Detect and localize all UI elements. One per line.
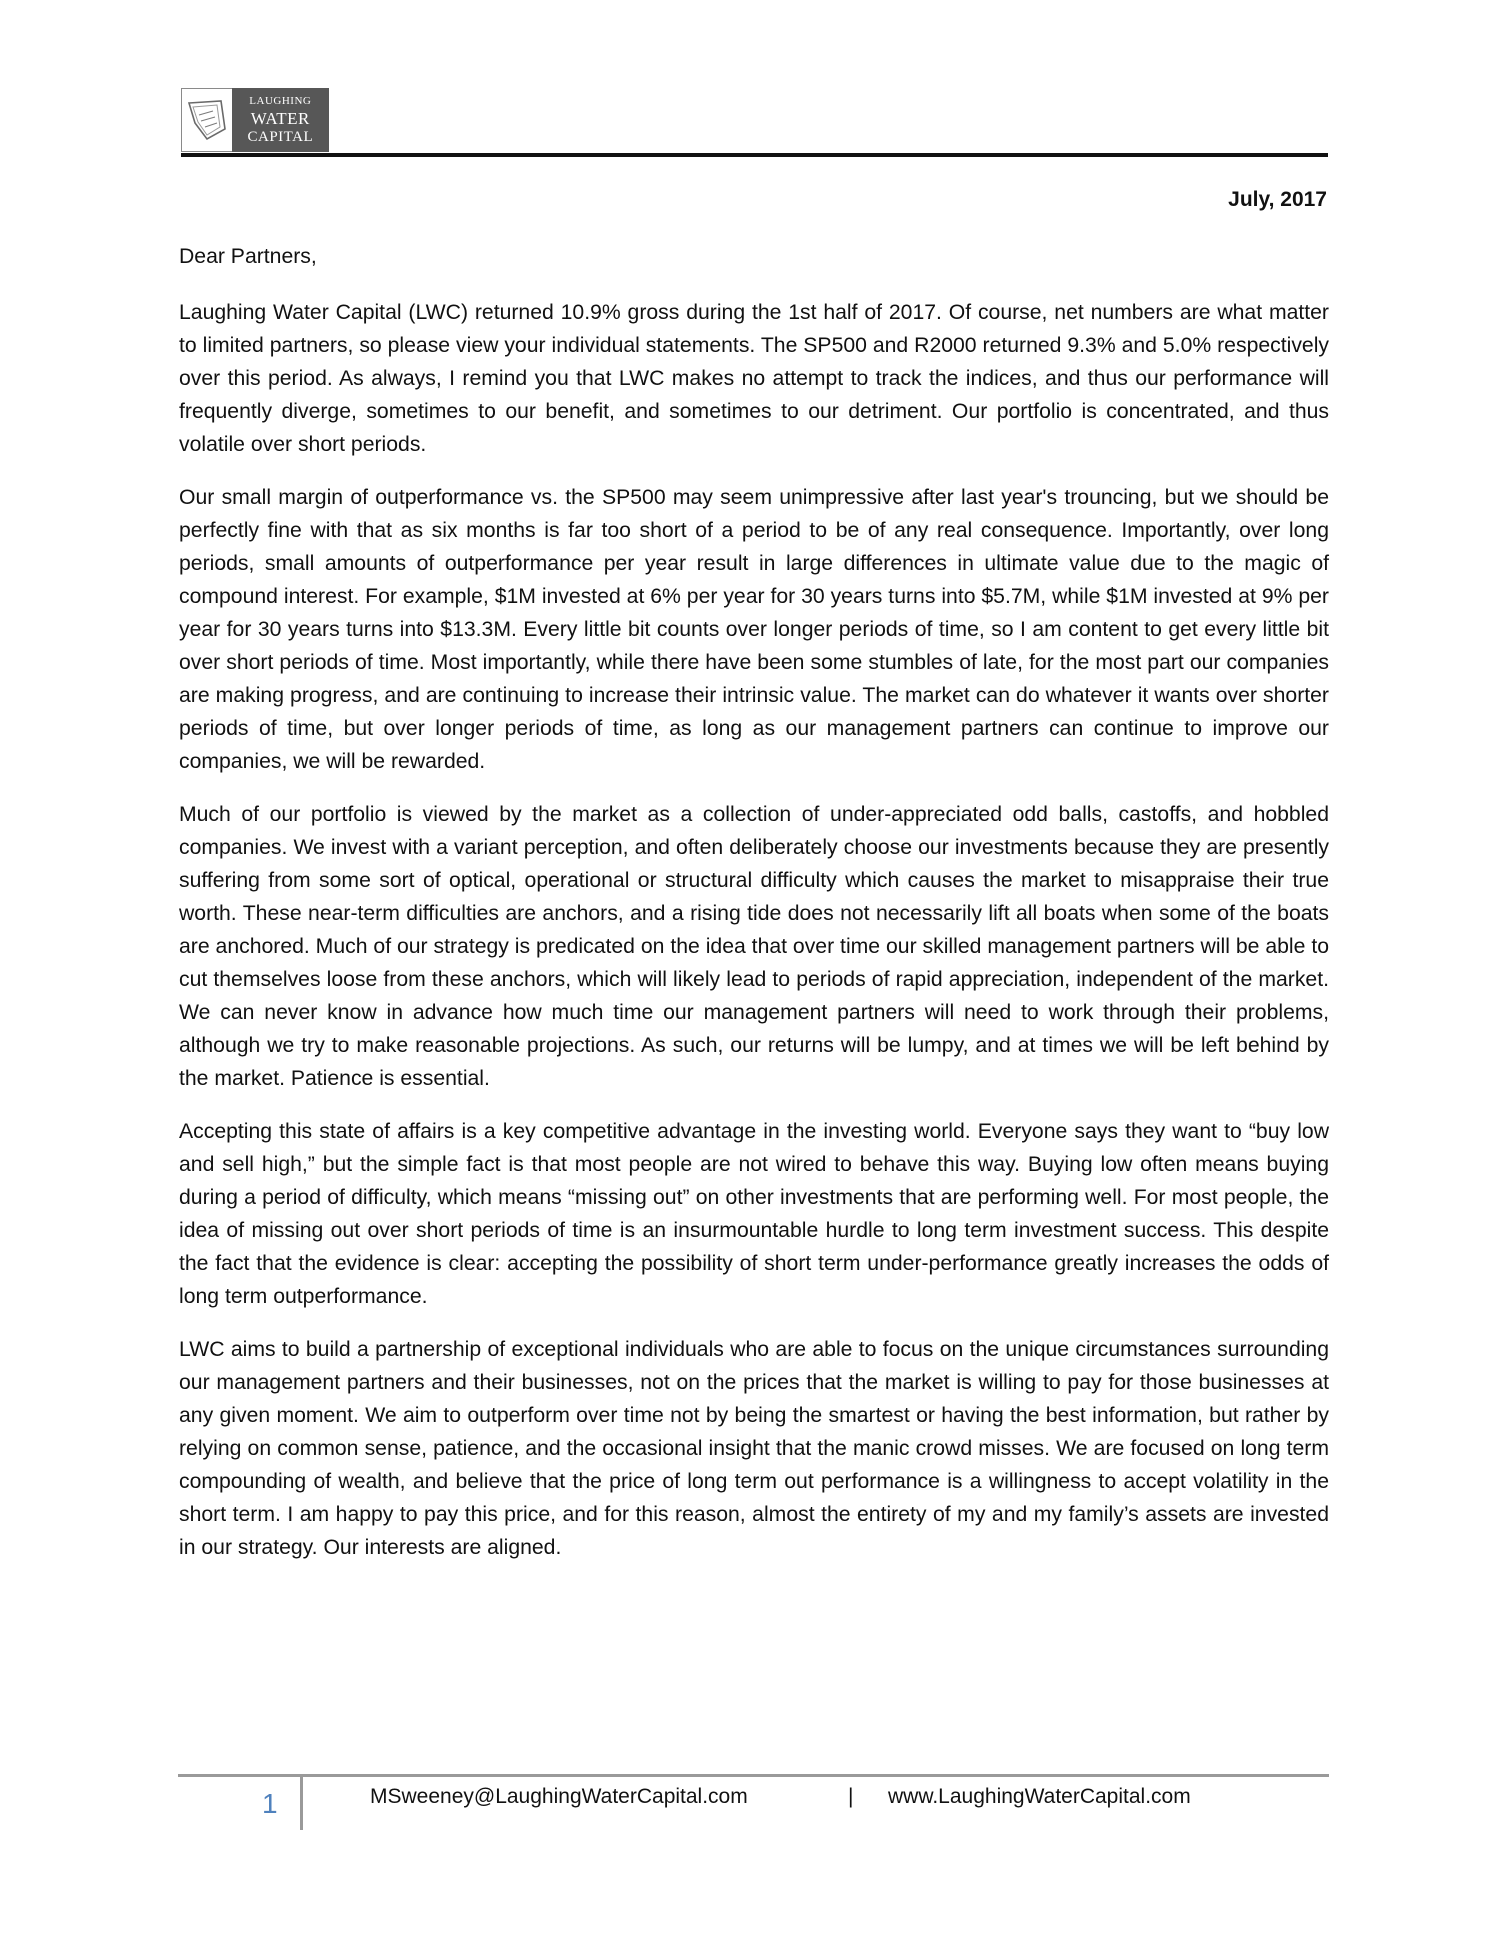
logo-wordmark [232,88,329,152]
paragraph-returns: Laughing Water Capital (LWC) returned 10.9% gross during the 1st half of 2017. Of course, net numbers are what matter to limited partners, so please view your individual statements. The SP500 and R2000 returned 9.3% and 5.0% respectively over this period. As always, I remind you that LWC makes no attempt to track the indices, and thus our performance will frequently diverge, sometimes to our benefit, and sometimes to our detriment. Our portfolio is concentrated, and thus volatile over short periods. [179,301,1329,456]
footer-rule [178,1774,1329,1777]
salutation: Dear Partners, [179,245,317,268]
letter-body [179,240,1329,1584]
paragraph-advantage: Accepting this state of affairs is a key competitive advantage in the investing world. Everyone says they want to “buy low and sell high,” but the simple fact is that most people are not wired to behave this way. Buying low often means buying during a period of difficulty, which means “missing out” on other investments that are performing well. For most people, the idea of missing out over short periods of time is an insurmountable hurdle to long term investment success. This despite the fact that the evidence is clear: accepting the possibility of short term under-performance greatly increases the odds of long term outperformance. [179,1120,1329,1308]
paragraph-portfolio: Much of our portfolio is viewed by the market as a collection of under-appreciated odd balls, castoffs, and hobbled companies. We invest with a variant perception, and often deliberately choose our investments because they are presently suffering from some sort of optical, operational or structural difficulty which causes the market to misappraise their true worth. These near-term difficulties are anchors, and a rising tide does not necessarily lift all boats when some of the boats are anchored. Much of our strategy is predicated on the idea that over time our skilled management partners will be able to cut themselves loose from these anchors, which will likely lead to periods of rapid appreciation, independent of the market. We can never know in advance how much time our management partners will need to work through their problems, although we try to make reasonable projections. As such, our returns will be lumpy, and at times we will be left behind by the market. Patience is essential. [179,803,1329,1090]
paragraph-outperformance: Our small margin of outperformance vs. the SP500 may seem unimpressive after last year's trouncing, but we should be perfectly fine with that as six months is far too short of a period to be of any real consequence. Importantly, over long periods, small amounts of outperformance per year result in large differences in ultimate value due to the magic of compound interest. For example, $1M invested at 6% per year for 30 years turns into $5.7M, while $1M invested at 9% per year for 30 years turns into $13.3M. Every little bit counts over longer periods of time, so I am content to get every little bit over short periods of time. Most importantly, while there have been some stumbles of late, for the most part our companies are making progress, and are continuing to increase their intrinsic value. The market can do whatever it wants over shorter periods of time, but over longer periods of time, as long as our management partners can continue to improve our companies, we will be rewarded. [179,486,1329,773]
arrowhead-logo-icon [181,88,232,152]
footer-email-link[interactable]: MSweeney@LaughingWaterCapital.com [370,1785,748,1808]
logo-line-1: LAUGHING [249,94,312,107]
logo-line-3: CAPITAL [247,128,314,145]
page-number: 1 [262,1788,278,1819]
company-logo [181,88,329,152]
letter-date: July, 2017 [1228,188,1327,211]
footer-separator: | [848,1785,854,1808]
footer-website-link[interactable]: www.LaughingWaterCapital.com [888,1785,1191,1808]
footer-divider [300,1774,303,1830]
logo-line-2: WATER [250,108,310,128]
header-rule [181,153,1328,157]
paragraph-partnership: LWC aims to build a partnership of exceptional individuals who are able to focus on the unique circumstances surrounding our management partners and their businesses, not on the prices that the market is willing to pay for those businesses at any given moment. We aim to outperform over time not by being the smartest or having the best information, but rather by relying on common sense, patience, and the occasional insight that the manic crowd misses. We are focused on long term compounding of wealth, and believe that the price of long term out performance is a willingness to accept volatility in the short term. I am happy to pay this price, and for this reason, almost the entirety of my and my family’s assets are invested in our strategy. Our interests are aligned. [179,1338,1329,1559]
